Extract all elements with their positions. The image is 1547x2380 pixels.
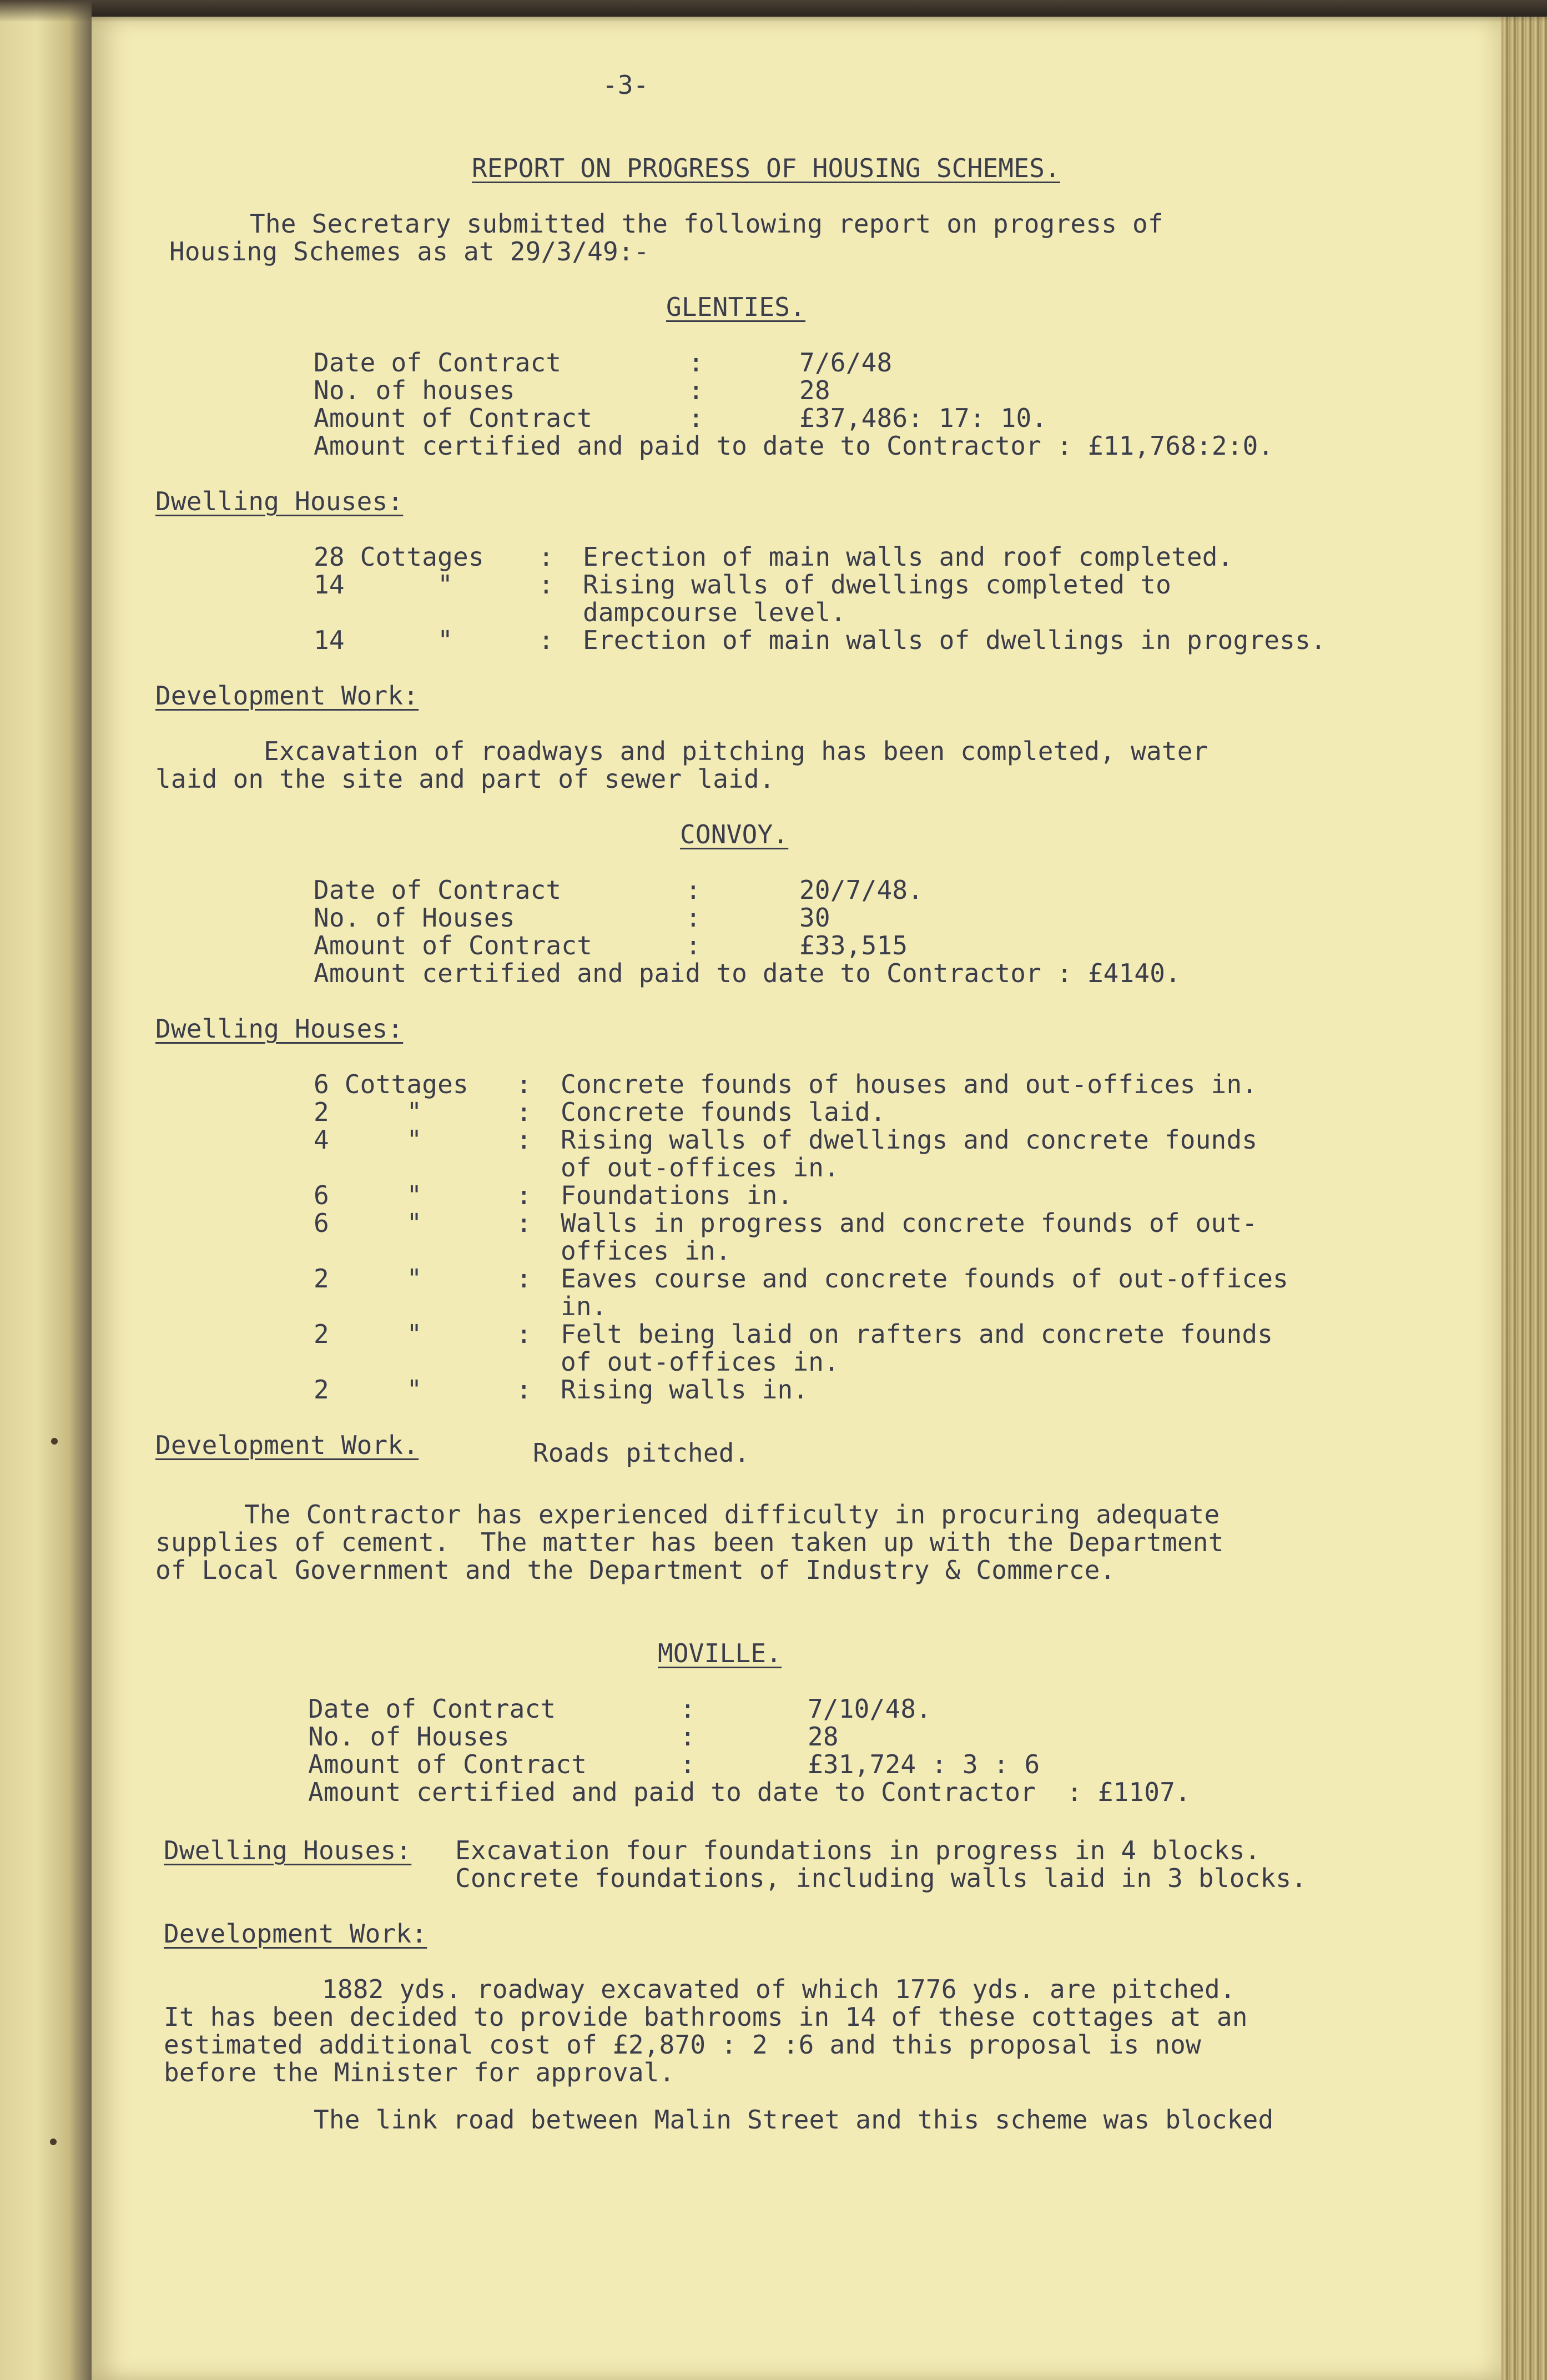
dwelling-desc: Concrete founds laid. xyxy=(561,1097,886,1127)
binding-hole xyxy=(50,2139,57,2145)
dwelling-desc: of out-offices in. xyxy=(561,1347,840,1377)
convoy-note: of Local Government and the Department of Industry & Commerce. xyxy=(155,1555,1116,1585)
dwelling-desc: Foundations in. xyxy=(561,1180,793,1210)
convoy-row-label: Amount of Contract xyxy=(314,930,593,960)
glenties-certified: Amount certified and paid to date to Contractor : £11,768:2:0. xyxy=(314,431,1274,461)
dwelling-sep: : xyxy=(538,570,554,600)
moville-row-sep: : xyxy=(680,1722,696,1752)
dwelling-desc: Erection of main walls and roof completed. xyxy=(583,542,1233,572)
glenties-row-value: 28 xyxy=(799,375,830,405)
convoy-row-value: 30 xyxy=(799,903,830,933)
glenties-heading: GLENTIES. xyxy=(666,292,806,322)
glenties-row-sep: : xyxy=(688,348,704,378)
dwelling-sep: : xyxy=(516,1125,532,1155)
dwelling-count: 2 " xyxy=(314,1319,422,1349)
moville-certified: Amount certified and paid to date to Contractor : £1107. xyxy=(308,1777,1191,1807)
moville-row-value: £31,724 : 3 : 6 xyxy=(808,1749,1040,1779)
dwelling-count: 14 " xyxy=(314,625,453,655)
dwelling-desc: Rising walls of dwellings and concrete founds xyxy=(561,1125,1258,1155)
binding-hole xyxy=(51,1438,58,1445)
dwelling-sep: : xyxy=(516,1069,532,1099)
dwelling-desc: dampcourse level. xyxy=(583,597,846,627)
glenties-development-text: Excavation of roadways and pitching has been completed, water xyxy=(264,736,1208,766)
moville-development-text: It has been decided to provide bathrooms in 14 of these cottages at an xyxy=(164,2002,1248,2032)
glenties-row-label: Date of Contract xyxy=(314,348,562,378)
moville-row-label: No. of Houses xyxy=(308,1722,510,1752)
convoy-note: supplies of cement. The matter has been taken up with the Department xyxy=(155,1527,1224,1557)
dwelling-desc: Rising walls in. xyxy=(561,1375,809,1405)
convoy-development-text: Roads pitched. xyxy=(533,1438,750,1468)
moville-row-label: Date of Contract xyxy=(308,1694,556,1724)
dwelling-count: 6 Cottages xyxy=(314,1069,468,1099)
moville-dwelling-text: Excavation four foundations in progress in 4 blocks. xyxy=(455,1835,1261,1865)
convoy-row-value: 20/7/48. xyxy=(799,875,924,905)
page-stack-edge xyxy=(1501,17,1547,2380)
dwelling-desc: Erection of main walls of dwellings in progress. xyxy=(583,625,1326,655)
page-number: -3- xyxy=(602,70,649,100)
dwelling-sep: : xyxy=(516,1180,532,1210)
dwelling-sep: : xyxy=(516,1208,532,1238)
dwelling-sep: : xyxy=(516,1375,532,1405)
dwelling-desc: Felt being laid on rafters and concrete founds xyxy=(561,1319,1273,1349)
top-shadow xyxy=(0,0,1547,22)
moville-row-sep: : xyxy=(680,1749,696,1779)
moville-last-line: The link road between Malin Street and this scheme was blocked xyxy=(314,2105,1274,2135)
dwelling-sep: : xyxy=(516,1264,532,1294)
dwelling-count: 4 " xyxy=(314,1125,422,1155)
dwelling-desc: Walls in progress and concrete founds of out- xyxy=(561,1208,1258,1238)
glenties-row-sep: : xyxy=(688,403,704,433)
moville-row-label: Amount of Contract xyxy=(308,1749,587,1779)
glenties-row-value: £37,486: 17: 10. xyxy=(799,403,1047,433)
glenties-row-label: No. of houses xyxy=(314,375,515,405)
dwelling-sep: : xyxy=(516,1097,532,1127)
dwelling-sep: : xyxy=(516,1319,532,1349)
glenties-row-value: 7/6/48 xyxy=(799,348,893,378)
convoy-row-label: No. of Houses xyxy=(314,903,515,933)
dwelling-sep: : xyxy=(538,625,554,655)
glenties-row-sep: : xyxy=(688,375,704,405)
dwelling-desc: of out-offices in. xyxy=(561,1153,840,1183)
convoy-certified: Amount certified and paid to date to Contractor : £4140. xyxy=(314,958,1181,988)
moville-development-heading: Development Work: xyxy=(164,1919,427,1949)
moville-dwelling-heading: Dwelling Houses: xyxy=(164,1835,412,1865)
convoy-dwelling-heading: Dwelling Houses: xyxy=(155,1014,404,1044)
moville-row-value: 28 xyxy=(808,1722,839,1752)
convoy-note: The Contractor has experienced difficulty in procuring adequate xyxy=(244,1500,1220,1529)
dwelling-sep: : xyxy=(538,542,554,572)
intro-line-1: The Secretary submitted the following report on progress of xyxy=(250,209,1163,239)
convoy-row-sep: : xyxy=(686,930,701,960)
moville-heading: MOVILLE. xyxy=(658,1638,782,1668)
dwelling-count: 2 " xyxy=(314,1097,422,1127)
dwelling-count: 6 " xyxy=(314,1180,422,1210)
dwelling-desc: Rising walls of dwellings completed to xyxy=(583,570,1171,600)
report-title: REPORT ON PROGRESS OF HOUSING SCHEMES. xyxy=(472,153,1060,183)
moville-development-text: 1882 yds. roadway excavated of which 1776 yds. are pitched. xyxy=(322,1974,1236,2004)
dwelling-desc: in. xyxy=(561,1291,607,1321)
convoy-row-value: £33,515 xyxy=(799,930,908,960)
convoy-row-sep: : xyxy=(686,903,701,933)
glenties-development-heading: Development Work: xyxy=(155,681,419,711)
glenties-row-label: Amount of Contract xyxy=(314,403,593,433)
convoy-development-heading: Development Work. xyxy=(155,1430,419,1460)
intro-line-2: Housing Schemes as at 29/3/49:- xyxy=(169,237,649,266)
dwelling-desc: Eaves course and concrete founds of out-offices xyxy=(561,1264,1289,1294)
previous-page-edge xyxy=(0,0,92,2380)
dwelling-desc: offices in. xyxy=(561,1236,731,1266)
glenties-dwelling-heading: Dwelling Houses: xyxy=(155,486,404,516)
convoy-row-sep: : xyxy=(686,875,701,905)
dwelling-count: 14 " xyxy=(314,570,453,600)
convoy-row-label: Date of Contract xyxy=(314,875,562,905)
dwelling-count: 6 " xyxy=(314,1208,422,1238)
moville-dwelling-text: Concrete foundations, including walls laid in 3 blocks. xyxy=(455,1863,1307,1893)
dwelling-count: 2 " xyxy=(314,1264,422,1294)
moville-development-text: before the Minister for approval. xyxy=(164,2057,675,2087)
glenties-development-text: laid on the site and part of sewer laid. xyxy=(155,764,775,794)
dwelling-desc: Concrete founds of houses and out-offices in. xyxy=(561,1069,1258,1099)
moville-development-text: estimated additional cost of £2,870 : 2 :6 and this proposal is now xyxy=(164,2030,1201,2060)
moville-row-value: 7/10/48. xyxy=(808,1694,932,1724)
moville-row-sep: : xyxy=(680,1694,696,1724)
dwelling-count: 28 Cottages xyxy=(314,542,484,572)
dwelling-count: 2 " xyxy=(314,1375,422,1405)
convoy-heading: CONVOY. xyxy=(680,819,789,849)
